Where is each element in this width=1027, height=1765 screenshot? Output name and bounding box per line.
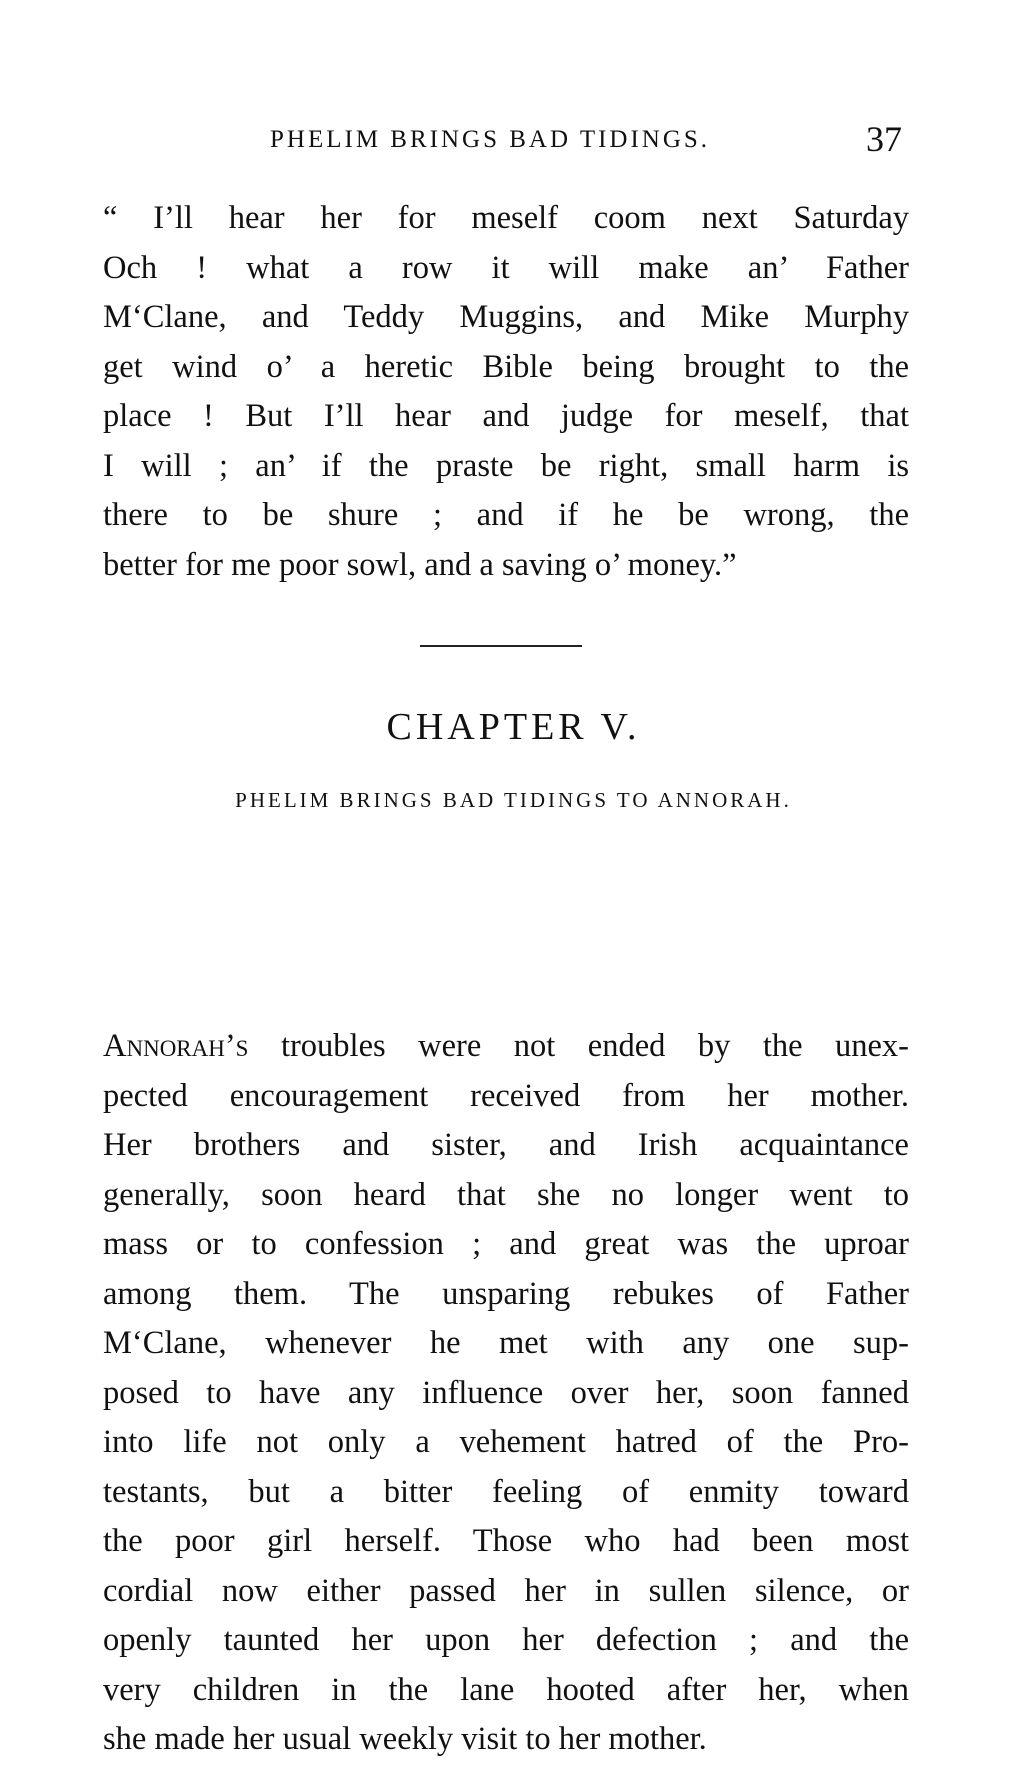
text-line: place ! But I’ll hear and judge for meself, that <box>103 398 909 434</box>
running-title: PHELIM BRINGS BAD TIDINGS. <box>270 126 711 153</box>
chapter-paragraph <box>103 1022 909 1765</box>
text-line: posed to have any influence over her, soon fanned <box>103 1374 909 1411</box>
text-line: M‘Clane, whenever he met with any one sup- <box>103 1325 909 1361</box>
page-number: 37 <box>866 119 902 159</box>
text-line: generally, soon heard that she no longer went to <box>103 1176 909 1213</box>
chapter-subtitle: PHELIM BRINGS BAD TIDINGS TO ANNORAH. <box>235 788 792 812</box>
text-line: Her brothers and sister, and Irish acquaintance <box>103 1127 909 1163</box>
text-line: into life not only a vehement hatred of the Pro- <box>103 1424 909 1460</box>
text-line: mass or to confession ; and great was the uproar <box>103 1226 909 1262</box>
text-line: cordial now either passed her in sullen silence, or <box>103 1572 909 1609</box>
text-line: M‘Clane, and Teddy Muggins, and Mike Murphy <box>103 299 909 335</box>
text-line: pected encouragement received from her mother. <box>103 1077 909 1114</box>
text-line: I will ; an’ if the praste be right, small harm is <box>103 447 909 484</box>
first-line-rest: troubles were not ended by the unex- <box>248 1028 909 1064</box>
chapter-heading: CHAPTER V. <box>386 706 641 748</box>
text-line: among them. The unsparing rebukes of Father <box>103 1275 909 1312</box>
text-line: better for me poor sowl, and a saving o’ money.” <box>103 546 737 583</box>
lead-word: Annorah’s <box>103 1028 249 1064</box>
text-line: there to be shure ; and if he be wrong, the <box>103 497 909 533</box>
text-line-first <box>103 1022 909 1072</box>
running-header <box>0 118 1027 158</box>
text-line: she made her usual weekly visit to her mother. <box>103 1721 707 1757</box>
dialogue-paragraph <box>103 194 909 590</box>
text-line: Och ! what a row it will make an’ Father <box>103 249 909 286</box>
section-divider <box>420 645 582 647</box>
text-line: very children in the lane hooted after her, when <box>103 1671 909 1708</box>
text-line: the poor girl herself. Those who had been most <box>103 1523 909 1559</box>
text-line: get wind o’ a heretic Bible being brought to the <box>103 348 909 385</box>
text-line: openly taunted her upon her defection ; and the <box>103 1622 909 1658</box>
text-line: “ I’ll hear her for meself coom next Saturday <box>103 200 909 236</box>
text-line: testants, but a bitter feeling of enmity toward <box>103 1473 909 1510</box>
